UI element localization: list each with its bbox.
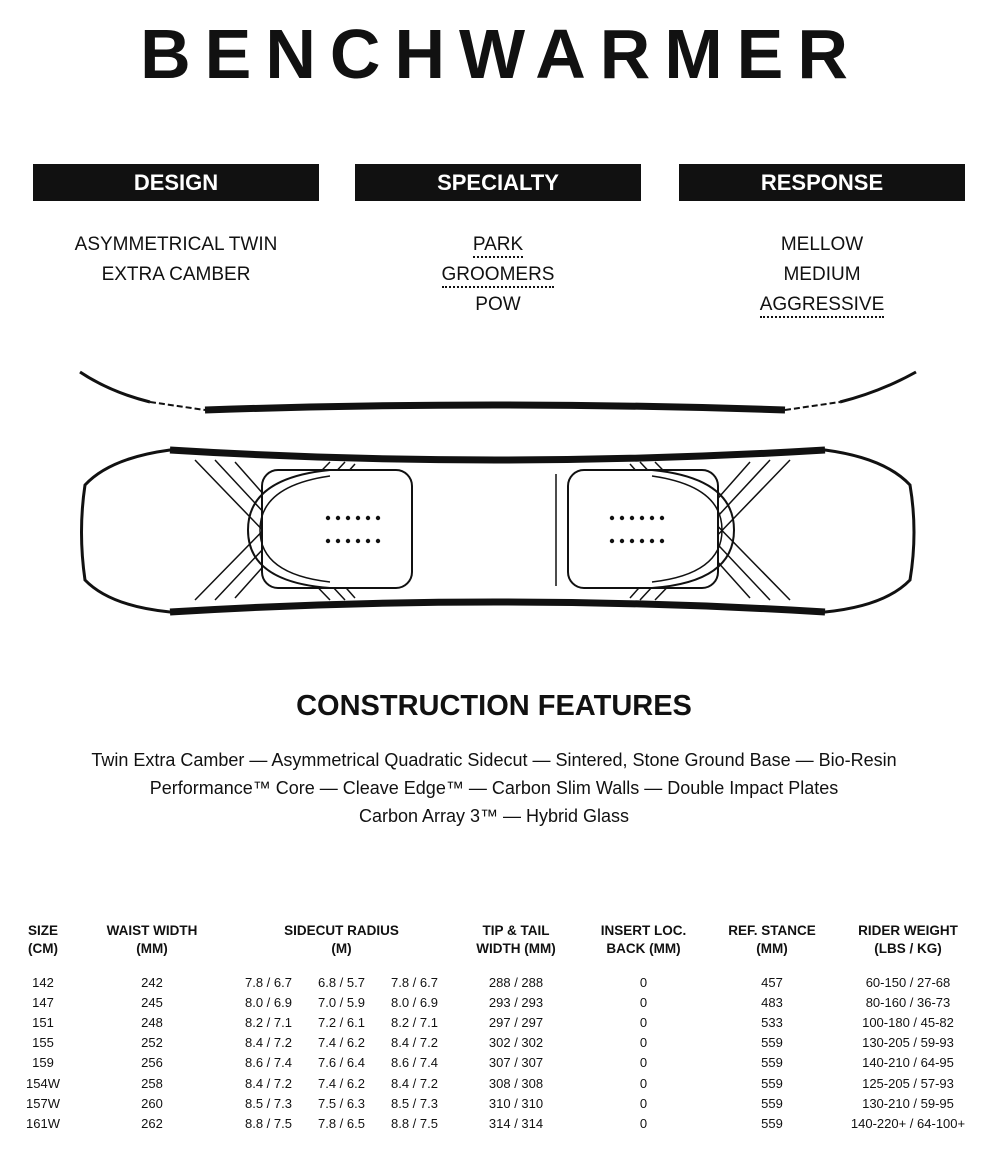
cell-sidecut: 8.4 / 7.2 xyxy=(245,1075,292,1091)
specs-table xyxy=(14,922,978,1134)
construction-features-text xyxy=(40,746,948,830)
feature-line: Twin Extra Camber — Asymmetrical Quadratic Sidecut — Sintered, Stone Ground Base — Bio-Resin xyxy=(91,750,897,770)
table-row xyxy=(14,992,978,1012)
response-list xyxy=(679,230,965,320)
cell-waist: 256 xyxy=(141,1055,163,1071)
cell-weight: 100-180 / 45-82 xyxy=(862,1014,954,1030)
cell-tip-tail: 307 / 307 xyxy=(488,1055,544,1071)
cell-tip-tail: 308 / 308 xyxy=(488,1075,544,1091)
header-rider-weight: RIDER WEIGHT (LBS / KG) xyxy=(858,923,958,956)
cell-sidecut: 8.6 / 7.4 xyxy=(245,1055,292,1071)
cell-waist: 248 xyxy=(141,1014,163,1030)
cell-sidecut: 8.4 / 7.2 xyxy=(245,1035,292,1051)
cell-insert: 0 xyxy=(639,974,648,990)
cell-weight: 125-205 / 57-93 xyxy=(862,1075,954,1091)
table-row xyxy=(14,1033,978,1053)
specialty-item-selected: PARK xyxy=(355,230,641,260)
specialty-item-selected: GROOMERS xyxy=(355,260,641,290)
cell-stance: 533 xyxy=(761,1014,783,1030)
board-profile-side-view xyxy=(80,372,916,410)
cell-stance: 483 xyxy=(761,994,783,1010)
cell-size: 157W xyxy=(26,1095,60,1111)
design-item: EXTRA CAMBER xyxy=(101,264,251,285)
cell-size: 161W xyxy=(26,1115,60,1131)
snowboard-illustration xyxy=(0,355,988,645)
cell-insert: 0 xyxy=(639,994,648,1010)
cell-stance: 559 xyxy=(761,1095,783,1111)
table-row xyxy=(14,972,978,992)
cell-waist: 262 xyxy=(141,1115,163,1131)
feature-line: Carbon Array 3™ — Hybrid Glass xyxy=(358,806,630,826)
feature-line: Performance™ Core — Cleave Edge™ — Carbon Slim Walls — Double Impact Plates xyxy=(149,778,839,798)
table-row xyxy=(14,1093,978,1113)
cell-size: 147 xyxy=(32,994,54,1010)
cell-tip-tail: 288 / 288 xyxy=(488,974,544,990)
cell-sidecut: 7.8 / 6.7 xyxy=(391,974,438,990)
cell-waist: 260 xyxy=(141,1095,163,1111)
cell-weight: 140-210 / 64-95 xyxy=(862,1055,954,1071)
specialty-list xyxy=(355,230,641,320)
cell-weight: 130-205 / 59-93 xyxy=(862,1035,954,1051)
cell-sidecut: 8.0 / 6.9 xyxy=(391,994,438,1010)
cell-tip-tail: 302 / 302 xyxy=(488,1035,544,1051)
cell-tip-tail: 297 / 297 xyxy=(488,1014,544,1030)
cell-sidecut: 8.4 / 7.2 xyxy=(391,1035,438,1051)
construction-features-title: CONSTRUCTION FEATURES xyxy=(296,690,692,722)
header-tip-tail-width: TIP & TAIL WIDTH (MM) xyxy=(476,923,556,956)
specialty-item: POW xyxy=(475,294,521,315)
cell-waist: 252 xyxy=(141,1035,163,1051)
cell-size: 159 xyxy=(32,1055,54,1071)
cell-weight: 130-210 / 59-95 xyxy=(862,1095,954,1111)
cell-sidecut: 7.5 / 6.3 xyxy=(318,1095,365,1111)
cell-waist: 258 xyxy=(141,1075,163,1091)
response-item: MEDIUM xyxy=(783,264,861,285)
cell-stance: 559 xyxy=(761,1115,783,1131)
response-header: RESPONSE xyxy=(679,164,965,201)
cell-insert: 0 xyxy=(639,1095,648,1111)
table-row xyxy=(14,1012,978,1032)
cell-stance: 559 xyxy=(761,1055,783,1071)
cell-sidecut: 8.2 / 7.1 xyxy=(245,1014,292,1030)
cell-stance: 457 xyxy=(761,974,783,990)
specs-header-row xyxy=(14,922,978,972)
header-ref-stance: REF. STANCE (MM) xyxy=(728,923,816,956)
header-sidecut-radius: SIDECUT RADIUS (M) xyxy=(284,923,399,956)
cell-insert: 0 xyxy=(639,1075,648,1091)
cell-tip-tail: 314 / 314 xyxy=(488,1115,544,1131)
cell-stance: 559 xyxy=(761,1075,783,1091)
cell-weight: 80-160 / 36-73 xyxy=(865,994,951,1010)
response-item-selected: AGGRESSIVE xyxy=(679,290,965,320)
header-size: SIZE (CM) xyxy=(27,923,58,956)
page-title: BENCHWARMER xyxy=(140,15,862,93)
cell-tip-tail: 293 / 293 xyxy=(488,994,544,1010)
cell-size: 154W xyxy=(26,1075,60,1091)
design-header: DESIGN xyxy=(33,164,319,201)
cell-size: 142 xyxy=(32,974,54,990)
cell-sidecut: 8.6 / 7.4 xyxy=(391,1055,438,1071)
cell-tip-tail: 310 / 310 xyxy=(488,1095,544,1111)
cell-insert: 0 xyxy=(639,1014,648,1030)
cell-insert: 0 xyxy=(639,1035,648,1051)
cell-sidecut: 7.4 / 6.2 xyxy=(318,1075,365,1091)
design-list xyxy=(33,230,319,290)
cell-sidecut: 7.6 / 6.4 xyxy=(318,1055,365,1071)
cell-sidecut: 7.4 / 6.2 xyxy=(318,1035,365,1051)
cell-waist: 242 xyxy=(141,974,163,990)
cell-sidecut: 8.8 / 7.5 xyxy=(245,1115,292,1131)
cell-weight: 60-150 / 27-68 xyxy=(865,974,951,990)
table-row xyxy=(14,1073,978,1093)
cell-waist: 245 xyxy=(141,994,163,1010)
cell-insert: 0 xyxy=(639,1115,648,1131)
board-outline-top-view xyxy=(82,450,915,612)
cell-sidecut: 8.2 / 7.1 xyxy=(391,1014,438,1030)
cell-insert: 0 xyxy=(639,1055,648,1071)
design-item: ASYMMETRICAL TWIN xyxy=(74,234,278,255)
cell-sidecut: 8.0 / 6.9 xyxy=(245,994,292,1010)
cell-sidecut: 8.4 / 7.2 xyxy=(391,1075,438,1091)
cell-sidecut: 7.2 / 6.1 xyxy=(318,1014,365,1030)
cell-stance: 559 xyxy=(761,1035,783,1051)
cell-weight: 140-220+ / 64-100+ xyxy=(850,1115,966,1131)
table-row xyxy=(14,1053,978,1073)
cell-sidecut: 7.0 / 5.9 xyxy=(318,994,365,1010)
cell-sidecut: 8.5 / 7.3 xyxy=(391,1095,438,1111)
cell-size: 155 xyxy=(32,1035,54,1051)
response-item: MELLOW xyxy=(780,234,864,255)
cell-sidecut: 6.8 / 5.7 xyxy=(318,974,365,990)
header-waist-width: WAIST WIDTH (MM) xyxy=(106,923,198,956)
table-row xyxy=(14,1113,978,1133)
cell-sidecut: 7.8 / 6.7 xyxy=(245,974,292,990)
specialty-header: SPECIALTY xyxy=(355,164,641,201)
cell-sidecut: 7.8 / 6.5 xyxy=(318,1115,365,1131)
cell-size: 151 xyxy=(32,1014,54,1030)
cell-sidecut: 8.5 / 7.3 xyxy=(245,1095,292,1111)
header-insert-loc: INSERT LOC. BACK (MM) xyxy=(600,923,687,956)
cell-sidecut: 8.8 / 7.5 xyxy=(391,1115,438,1131)
